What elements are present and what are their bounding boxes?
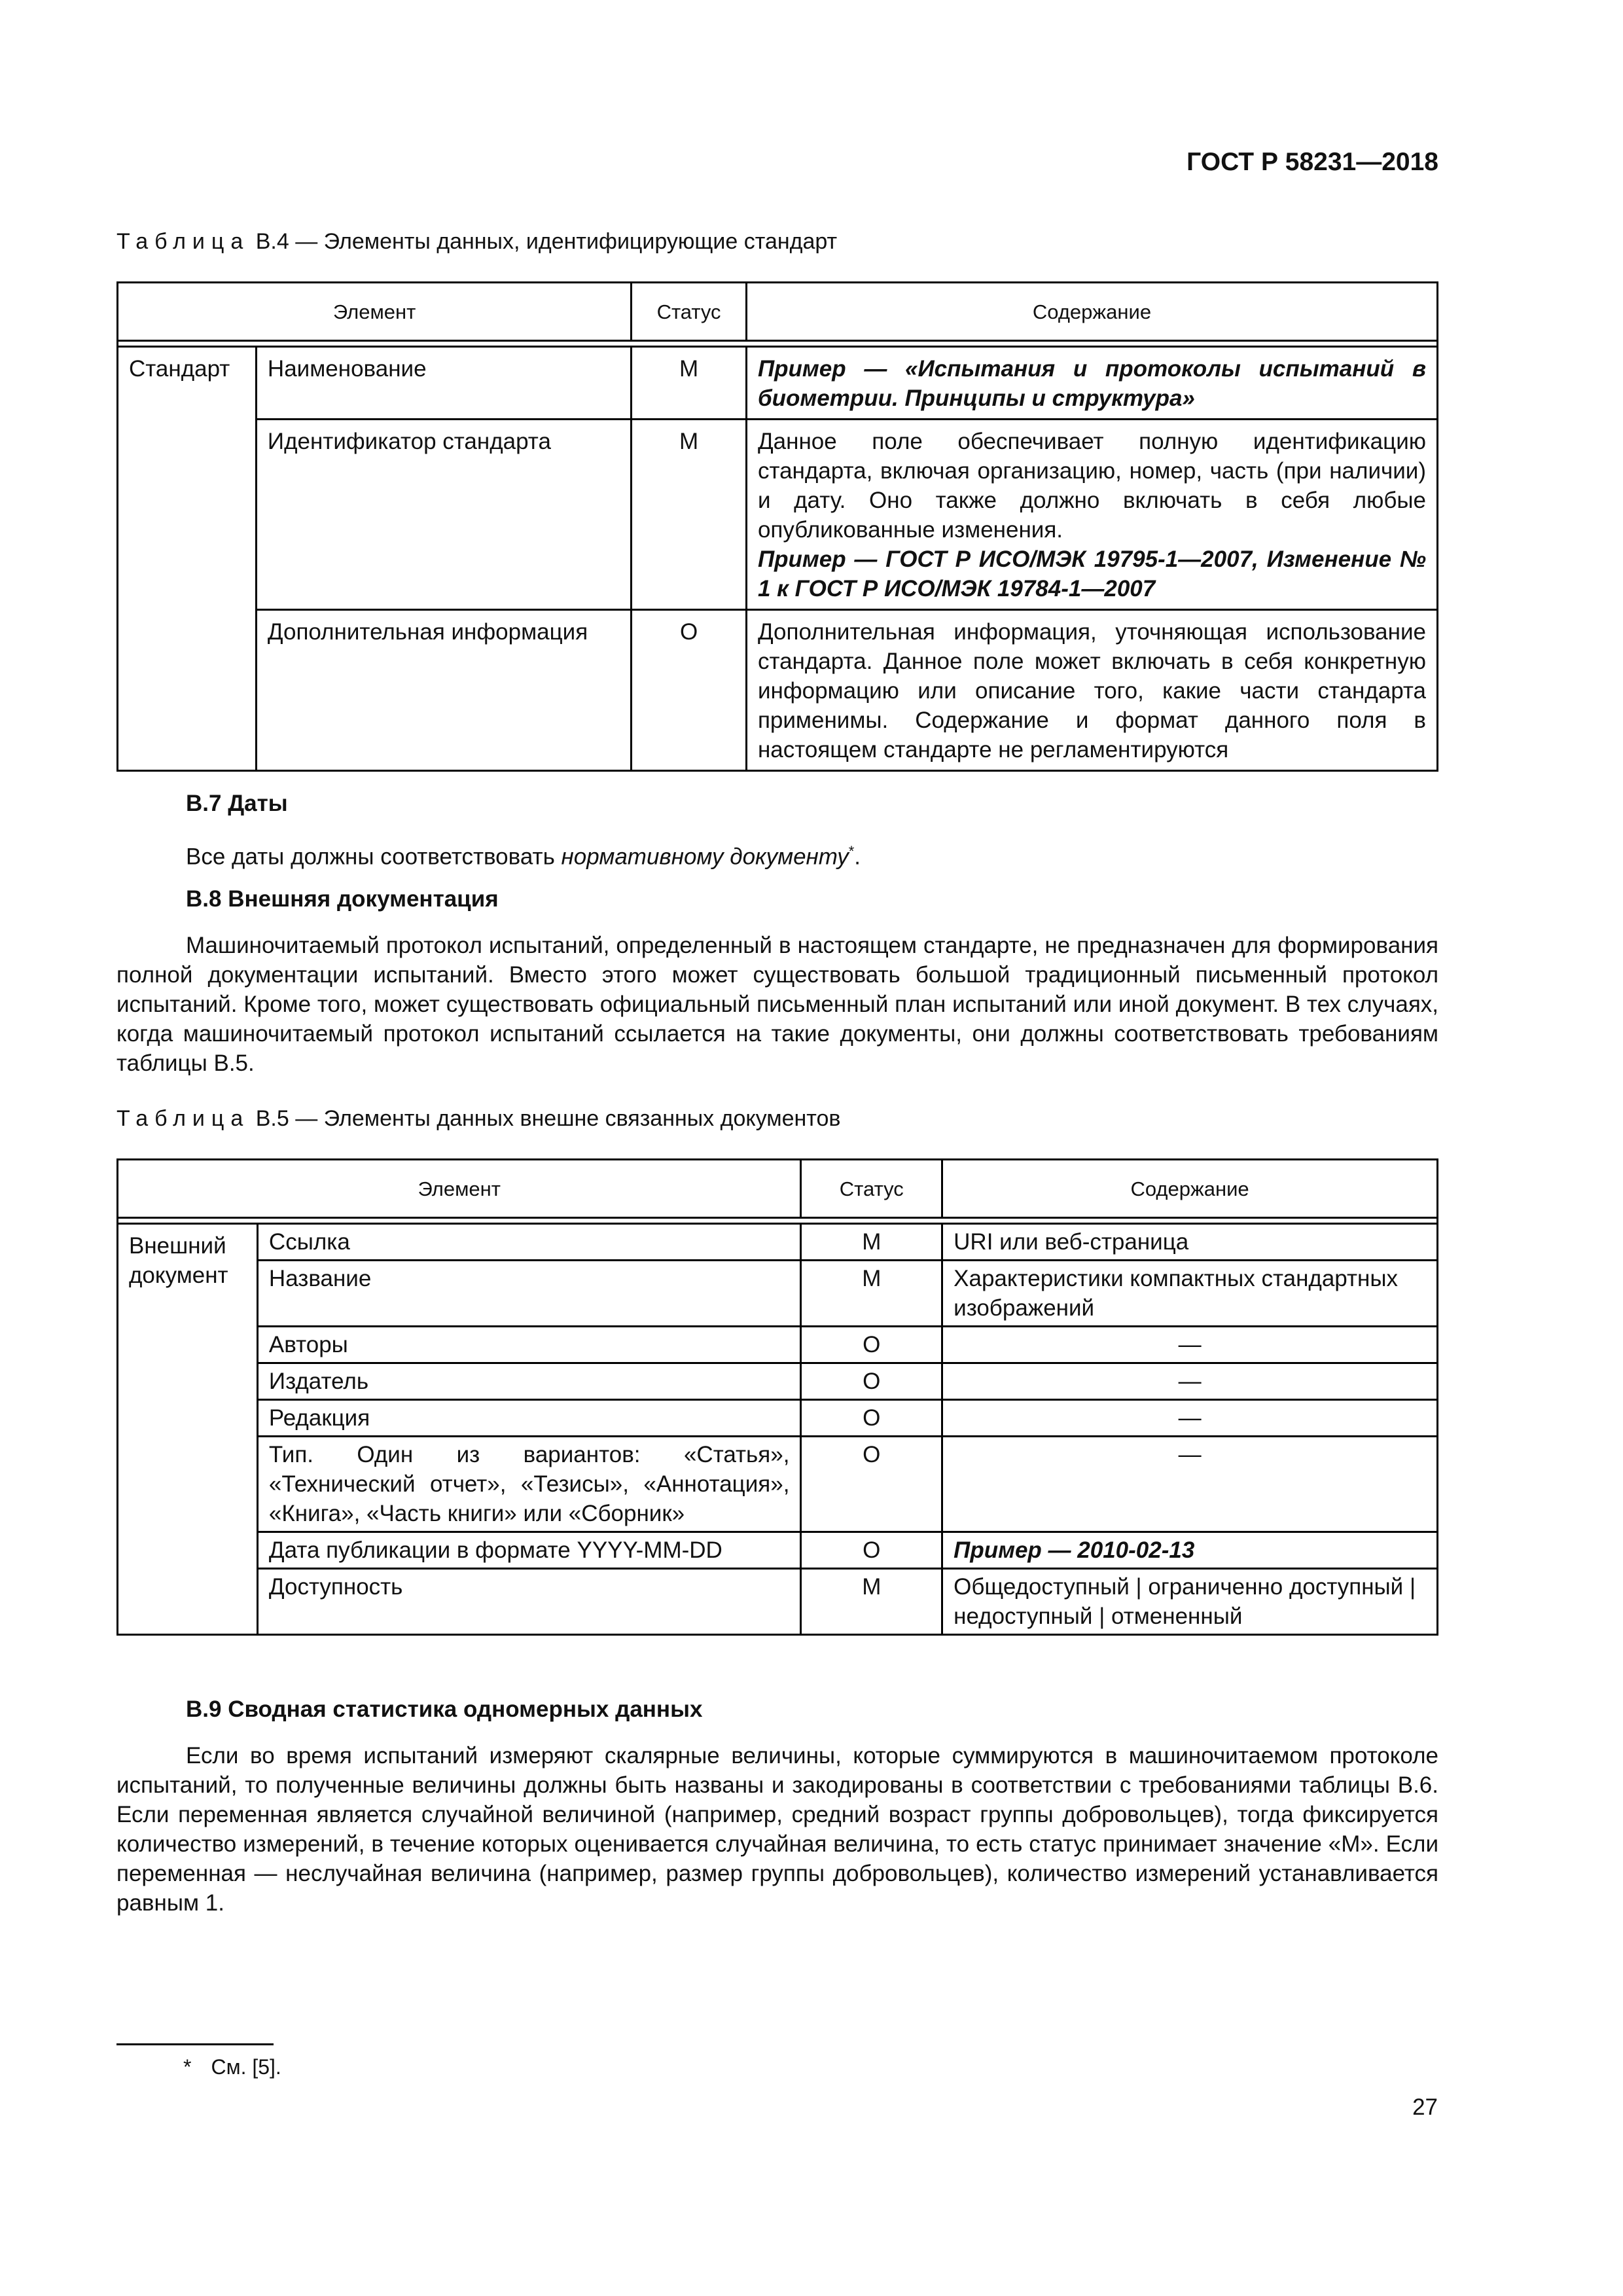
element-cell: Редакция (257, 1400, 801, 1437)
table-row (118, 1261, 1438, 1327)
status-cell: M (801, 1224, 942, 1261)
page-number: 27 (1412, 2094, 1438, 2120)
section-b9-paragraph: Если во время испытаний измеряют скалярные величины, которые суммируются в машиночитаемом протоколе испытаний, то полученные величины должны быть названы и закодированы в соответствии с требованиями таблицы В.6. Если переменная является случайной величиной (например, средний возраст группы добровольцев), тогда фиксируется количество измерений, в течение которых оценивается случайная величина, то есть статус принимает значение «М». Если переменная — неслучайная величина (например, размер группы добровольцев), количество измерений устанавливается равным 1. (116, 1743, 1438, 1916)
content-cell: — (942, 1437, 1438, 1532)
content-cell: — (942, 1327, 1438, 1363)
table-row (118, 420, 1438, 610)
group-cell: Внешний документ (118, 1224, 258, 1635)
section-b8-title: В.8 Внешняя документация (186, 886, 499, 912)
table-b4-caption-text: В.4 — Элементы данных, идентифицирующие стандарт (249, 229, 838, 254)
element-cell: Идентификатор стандарта (256, 420, 631, 610)
b7-text-after: . (854, 844, 861, 870)
table-word: Таблица (116, 1106, 250, 1131)
table-row (118, 1437, 1438, 1532)
content-cell: — (942, 1363, 1438, 1400)
element-cell: Наименование (256, 347, 631, 420)
status-cell: О (801, 1400, 942, 1437)
table-row (118, 1569, 1438, 1635)
footnote (183, 2055, 281, 2079)
table-b4-caption (116, 229, 837, 255)
col-element: Элемент (118, 1160, 801, 1218)
content-text: Данное поле обеспечивает полную идентификацию стандарта, включая организацию, номер, часть (при наличии) и дату. Оно также должно включать в себя любые опубликованные изменения. (757, 429, 1426, 543)
table-row (118, 1224, 1438, 1261)
table-header-row (118, 1160, 1438, 1218)
content-cell (746, 420, 1437, 610)
table-b5 (116, 1158, 1438, 1636)
status-cell: О (801, 1532, 942, 1569)
content-cell (746, 610, 1437, 771)
element-cell: Авторы (257, 1327, 801, 1363)
content-cell: Пример — 2010-02-13 (942, 1532, 1438, 1569)
section-b8-paragraph: Машиночитаемый протокол испытаний, определенный в настоящем стандарте, не предназначен для формирования полной документации испытаний. Вместо этого может существовать большой традиционный письменный протокол испытаний. Кроме того, может существовать официальный письменный план испытаний или иной документ. В тех случаях, когда машиночитаемый протокол испытаний ссылается на такие документы, они должны соответствовать требованиям таблицы В.5. (116, 933, 1438, 1076)
table-row (118, 610, 1438, 771)
b7-text-italic: нормативному документу (561, 844, 849, 870)
footnote-divider (116, 2043, 274, 2045)
content-text: Дополнительная информация, уточняющая использование стандарта. Данное поле может включать в себя конкретную информацию или описание того, какие части стандарта применимы. Содержание и формат данного поля в настоящем стандарте не регламентируются (757, 619, 1426, 762)
table-b5-caption-text: В.5 — Элементы данных внешне связанных документов (249, 1106, 841, 1131)
table-row (118, 1327, 1438, 1363)
status-cell: О (801, 1363, 942, 1400)
col-element: Элемент (118, 283, 632, 341)
element-cell: Название (257, 1261, 801, 1327)
status-cell: M (632, 347, 747, 420)
status-cell: О (801, 1437, 942, 1532)
status-cell: M (801, 1261, 942, 1327)
status-cell: M (632, 420, 747, 610)
col-content: Содержание (942, 1160, 1438, 1218)
status-cell: О (632, 610, 747, 771)
element-cell: Дополнительная информация (256, 610, 631, 771)
status-cell: О (801, 1327, 942, 1363)
table-row (118, 1400, 1438, 1437)
footnote-mark: * (183, 2055, 192, 2079)
content-cell: URI или веб-страница (942, 1224, 1438, 1261)
document-id: ГОСТ Р 58231—2018 (1186, 148, 1438, 176)
element-cell: Доступность (257, 1569, 801, 1635)
table-b5-caption (116, 1106, 840, 1132)
content-cell: Общедоступный | ограниченно доступный | недоступный | отмененный (942, 1569, 1438, 1635)
col-content: Содержание (746, 283, 1437, 341)
section-b7-title: В.7 Даты (186, 791, 288, 816)
footnote-text: См. [5]. (211, 2055, 281, 2079)
b7-text-before: Все даты должны соответствовать (186, 844, 562, 870)
element-cell: Дата публикации в формате YYYY-MM-DD (257, 1532, 801, 1569)
table-b4 (116, 281, 1438, 772)
footnote-ref: * (848, 843, 855, 859)
status-cell: M (801, 1569, 942, 1635)
content-cell: — (942, 1400, 1438, 1437)
col-status: Статус (801, 1160, 942, 1218)
element-cell: Издатель (257, 1363, 801, 1400)
group-cell: Стандарт (118, 347, 257, 771)
section-b7-text (116, 836, 1438, 872)
table-header-row (118, 283, 1438, 341)
example-text: Пример — «Испытания и протоколы испытаний в биометрии. Принципы и структура» (757, 356, 1426, 411)
table-row (118, 347, 1438, 420)
content-cell: Характеристики компактных стандартных изображений (942, 1261, 1438, 1327)
col-status: Статус (632, 283, 747, 341)
content-cell (746, 347, 1437, 420)
element-cell: Тип. Один из вариантов: «Статья», «Технический отчет», «Тезисы», «Аннотация», «Книга», «Часть книги» или «Сборник» (257, 1437, 801, 1532)
table-word: Таблица (116, 229, 250, 254)
section-b9-title: В.9 Сводная статистика одномерных данных (186, 1696, 703, 1722)
example-text: Пример — ГОСТ Р ИСО/МЭК 19795-1—2007, Изменение № 1 к ГОСТ Р ИСО/МЭК 19784-1—2007 (757, 547, 1426, 601)
element-cell: Ссылка (257, 1224, 801, 1261)
table-row (118, 1363, 1438, 1400)
table-row (118, 1532, 1438, 1569)
